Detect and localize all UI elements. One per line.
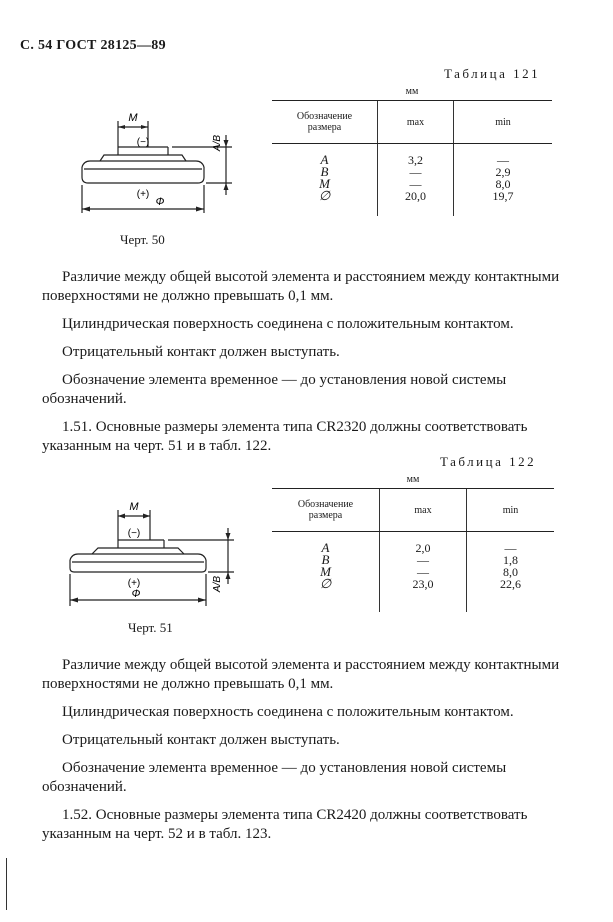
paragraph: Обозначение элемента временное — до установления новой системы обозначений. <box>42 372 507 407</box>
table-122-col-name: Обозначение размера <box>272 489 380 532</box>
table-122-unit: мм <box>406 474 420 485</box>
paragraph: 1.52. Основные размеры элемента типа CR2420 должны соответствовать указанным на черт. 52 и в табл. 123. <box>42 807 528 842</box>
table-122 <box>272 474 554 612</box>
table-122-col-max: max <box>380 489 467 532</box>
figure-50-drawing <box>60 105 260 230</box>
table-122-min-values: — 1,8 8,0 22,6 <box>467 532 555 612</box>
table-121-col-max: max <box>378 101 454 144</box>
fig51-plus-label: (+) <box>127 578 141 589</box>
fig50-m-label: M <box>128 112 138 124</box>
fig50-ab-label: A/B <box>212 134 223 152</box>
table-121-max-values: 3,2 — — 20,0 <box>378 144 454 216</box>
table-121-min-values: — 2,9 8,0 19,7 <box>454 144 553 216</box>
table-121-col-name: Обозначение размера <box>272 101 378 144</box>
fig51-m-label: M <box>129 501 139 513</box>
table-121-symbols: A B M ∅ <box>318 152 331 203</box>
paragraph: Цилиндрическая поверхность соединена с положительным контактом. <box>62 316 514 332</box>
table-121-col-min: min <box>454 101 553 144</box>
fig51-ab-label: A/B <box>212 575 223 593</box>
page-header: С. 54 ГОСТ 28125—89 <box>20 38 166 53</box>
table-121 <box>272 86 552 216</box>
scan-edge-mark <box>6 858 7 910</box>
table-122-symbols: A B M ∅ <box>319 540 332 591</box>
paragraph: Отрицательный контакт должен выступать. <box>62 732 340 748</box>
table-121-unit: мм <box>405 86 419 97</box>
section-2-text <box>42 656 560 853</box>
figure-51-caption: Черт. 51 <box>128 620 173 635</box>
paragraph: Цилиндрическая поверхность соединена с положительным контактом. <box>62 704 514 720</box>
table-121-caption: Таблица 121 <box>444 66 541 81</box>
paragraph: Различие между общей высотой элемента и расстоянием между контактными поверхностями не должно превышать 0,1 мм. <box>42 269 560 304</box>
fig50-minus-label: (−) <box>136 137 150 148</box>
figure-50-caption: Черт. 50 <box>120 232 165 247</box>
section-1-text <box>42 268 560 465</box>
fig51-phi-label: Ф <box>131 588 141 600</box>
fig50-plus-label: (+) <box>136 189 150 200</box>
fig51-minus-label: (−) <box>127 528 141 539</box>
paragraph: Отрицательный контакт должен выступать. <box>62 344 340 360</box>
paragraph: Обозначение элемента временное — до установления новой системы обозначений. <box>42 760 507 795</box>
table-122-col-min: min <box>467 489 555 532</box>
figure-51-drawing <box>52 500 252 620</box>
paragraph: 1.51. Основные размеры элемента типа CR2320 должны соответствовать указанным на черт. 51 и в табл. 122. <box>42 419 528 454</box>
fig50-phi-label: Ф <box>155 196 165 208</box>
table-122-max-values: 2,0 — — 23,0 <box>380 532 467 612</box>
table-122-caption: Таблица 122 <box>440 454 537 469</box>
paragraph: Различие между общей высотой элемента и расстоянием между контактными поверхностями не должно превышать 0,1 мм. <box>42 657 560 692</box>
